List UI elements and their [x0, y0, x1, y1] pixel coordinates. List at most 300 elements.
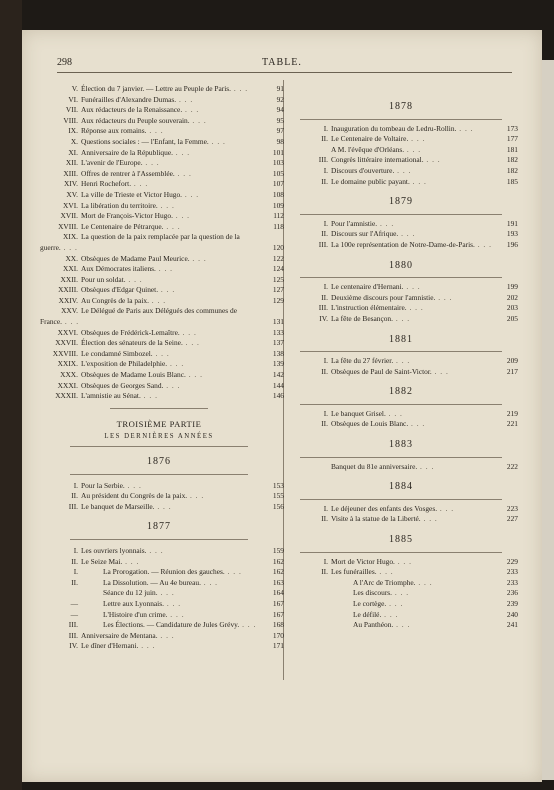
year-section-1880 — [290, 259, 518, 325]
leader-dots: . . . — [435, 292, 453, 302]
entry-title: Le domaine public payant. — [331, 176, 410, 186]
entry-numeral: I. — [323, 408, 328, 418]
toc-entry[interactable] — [290, 165, 518, 177]
year-heading: 1877 — [147, 521, 171, 533]
leader-dots: . . . — [182, 189, 200, 199]
toc-entry[interactable] — [40, 200, 284, 212]
entry-page: 142 — [272, 370, 284, 380]
entry-page: 92 — [276, 94, 284, 104]
toc-entry[interactable] — [40, 84, 284, 95]
leader-dots: . . . — [154, 501, 172, 511]
entry-numeral: XXIX. — [57, 359, 78, 369]
year-heading: 1882 — [389, 386, 413, 398]
year-section-1879 — [290, 196, 518, 250]
toc-entry[interactable] — [40, 136, 284, 148]
entry-numeral: VII. — [65, 105, 78, 115]
toc-entry[interactable] — [40, 253, 284, 265]
leader-dots: . . . — [174, 168, 192, 178]
leader-dots: . . . — [125, 274, 143, 284]
entry-title: A M. l'évêque d'Orléans. — [331, 144, 405, 154]
toc-entry[interactable] — [290, 419, 518, 430]
toc-entry[interactable] — [40, 359, 284, 370]
entry-numeral: III. — [68, 620, 78, 630]
entry-numeral: II. — [71, 491, 78, 501]
entry-title: Funérailles d'Alexandre Dumas. — [81, 94, 177, 104]
toc-entry[interactable] — [290, 134, 518, 145]
toc-list-continued — [40, 84, 284, 402]
toc-entry[interactable] — [40, 232, 284, 253]
entry-numeral: XVII. — [60, 211, 78, 221]
entry-page: 133 — [272, 327, 284, 337]
leader-dots: . . . — [142, 158, 160, 168]
entry-title: Lettre aux Lyonnais. — [103, 598, 164, 608]
entry-numeral: — — [70, 609, 78, 619]
entry-page: 221 — [506, 419, 518, 429]
entry-page: 181 — [506, 144, 518, 154]
toc-entry[interactable] — [290, 461, 518, 473]
leader-dots: . . . — [403, 282, 421, 292]
year-rule — [300, 404, 502, 405]
entry-page: 173 — [506, 123, 518, 133]
entry-page: 101 — [272, 147, 284, 157]
entry-numeral: I. — [73, 567, 78, 577]
leader-dots: . . . — [60, 242, 78, 252]
toc-entry[interactable] — [40, 306, 284, 327]
entry-numeral: II. — [321, 567, 328, 577]
part-title: TROISIÈME PARTIE — [116, 418, 202, 429]
entry-page: 139 — [272, 359, 284, 369]
entry-page: 196 — [506, 239, 518, 249]
entry-title: Les ouvriers lyonnais. — [81, 545, 147, 555]
toc-entry[interactable] — [40, 274, 284, 286]
leader-dots: . . . — [474, 239, 492, 249]
entry-numeral: XIII. — [63, 168, 78, 178]
entry-page: 108 — [272, 189, 284, 199]
toc-entry[interactable] — [40, 147, 284, 159]
toc-entry[interactable] — [40, 295, 284, 307]
toc-entry[interactable] — [40, 588, 284, 599]
entry-title: L'exposition de Philadelphie. — [81, 359, 168, 369]
year-heading: 1884 — [389, 481, 413, 493]
year-section-1884 — [290, 481, 518, 525]
toc-entry[interactable] — [290, 303, 518, 314]
entry-page: 205 — [506, 313, 518, 323]
toc-entry[interactable] — [40, 556, 284, 568]
leader-dots: . . . — [393, 356, 411, 366]
entry-page: 144 — [272, 380, 284, 390]
leader-dots: . . . — [376, 567, 394, 577]
toc-entry[interactable] — [40, 168, 284, 180]
toc-entry[interactable] — [290, 229, 518, 240]
year-section-1877 — [40, 521, 284, 652]
leader-dots: . . . — [167, 359, 185, 369]
entry-page: 182 — [506, 165, 518, 175]
leader-dots: . . . — [138, 641, 156, 651]
toc-entry[interactable] — [290, 356, 518, 367]
entry-page: 122 — [272, 253, 284, 263]
toc-entry[interactable] — [40, 545, 284, 557]
toc-entry[interactable] — [40, 338, 284, 349]
entry-page: 97 — [276, 126, 284, 136]
toc-entry[interactable] — [290, 599, 518, 610]
entry-title: La question de la paix remplacée par la question de la guerre. — [40, 232, 240, 252]
year-rule — [300, 499, 502, 500]
toc-entry[interactable] — [40, 491, 284, 502]
entry-title: La Prorogation. — Réunion des gauches. — [103, 567, 225, 577]
toc-entry[interactable] — [290, 503, 518, 515]
entry-title: La ville de Trieste et Victor Hugo. — [81, 189, 183, 199]
entry-page: 137 — [272, 338, 284, 348]
entry-page: 202 — [506, 292, 518, 302]
leader-dots: . . . — [406, 303, 424, 313]
entry-page: 107 — [272, 179, 284, 189]
year-rule — [300, 119, 502, 120]
entry-page: 167 — [272, 598, 284, 608]
entry-numeral: XVI. — [63, 200, 78, 210]
entry-title: Obsèques de Madame Paul Meurice. — [81, 253, 190, 263]
entry-page: 162 — [272, 556, 284, 566]
toc-entry[interactable] — [40, 598, 284, 610]
entry-numeral: I. — [323, 282, 328, 292]
entry-numeral: V. — [71, 84, 78, 93]
entry-page: 105 — [272, 168, 284, 178]
entry-page: 185 — [506, 176, 518, 186]
entry-title: Le Centenaire de Pétrarque. — [81, 221, 164, 231]
entry-title: Discours d'ouverture. — [331, 165, 395, 175]
entry-numeral: XXXI. — [57, 380, 78, 390]
entry-title: La fête de Besançon. — [331, 313, 393, 323]
toc-entry[interactable] — [40, 327, 284, 339]
year-rule — [70, 474, 248, 475]
entry-title: Le dîner d'Hernani. — [81, 641, 139, 651]
entry-title: Anniversaire de la République. — [81, 147, 173, 157]
toc-entry[interactable] — [290, 609, 518, 621]
leader-dots: . . . — [187, 491, 205, 501]
year-rule — [300, 277, 502, 278]
leader-dots: . . . — [224, 567, 242, 577]
entry-numeral: XXXII. — [55, 391, 78, 401]
entry-title: Le Centenaire de Voltaire. — [331, 134, 409, 144]
leader-dots: . . . — [408, 419, 426, 429]
leader-dots: . . . — [423, 155, 441, 165]
entry-numeral: XV. — [66, 189, 78, 199]
entry-numeral: IV. — [319, 313, 328, 323]
toc-entry[interactable] — [290, 176, 518, 188]
entry-title: Discours sur l'Afrique. — [331, 229, 399, 239]
entry-page: 182 — [506, 155, 518, 165]
entry-numeral: XXVI. — [57, 327, 78, 337]
toc-entry[interactable] — [40, 380, 284, 392]
toc-entry[interactable] — [290, 620, 518, 631]
toc-entry[interactable] — [40, 264, 284, 275]
leader-dots: . . . — [185, 370, 203, 380]
book-spine — [0, 0, 22, 790]
entry-title: La Dissolution. — Au 4e bureau. — [103, 577, 201, 587]
toc-entry[interactable] — [290, 567, 518, 578]
year-heading: 1878 — [389, 101, 413, 112]
toc-entry[interactable] — [40, 370, 284, 381]
leader-dots: . . . — [176, 94, 194, 104]
entry-numeral: II. — [71, 556, 78, 566]
entry-numeral: I. — [323, 556, 328, 566]
year-heading: 1885 — [389, 534, 413, 546]
year-rule — [300, 552, 502, 553]
toc-entry[interactable] — [290, 282, 518, 293]
entry-page: 98 — [276, 136, 284, 146]
toc-entry[interactable] — [40, 105, 284, 116]
entry-page: 155 — [272, 491, 284, 501]
toc-entry[interactable] — [40, 94, 284, 106]
entry-title: Questions sociales : — l'Enfant, la Femme. — [81, 136, 209, 146]
entry-title: Le déjeuner des enfants des Vosges. — [331, 503, 438, 513]
entry-title: Élection du 7 janvier. — Lettre au Peuple de Paris. — [81, 84, 232, 93]
toc-entry[interactable] — [40, 158, 284, 169]
entry-title: Le cortège. — [353, 599, 387, 608]
entry-title: L'Histoire d'un crime. — [103, 609, 168, 619]
leader-dots: . . . — [200, 577, 219, 587]
toc-entry[interactable] — [40, 577, 284, 589]
entry-numeral: XXVII. — [55, 338, 78, 348]
leader-dots: . . . — [392, 588, 410, 598]
entry-title: Obsèques d'Edgar Quinet. — [81, 285, 159, 295]
leader-dots: . . . — [163, 380, 181, 390]
entry-numeral: I. — [73, 545, 78, 555]
toc-entry[interactable] — [290, 588, 518, 599]
leader-dots: . . . — [182, 105, 200, 115]
leader-dots: . . . — [393, 620, 411, 630]
part-subtitle: LES DERNIÈRES ANNÉES — [104, 433, 214, 441]
entry-page: 223 — [506, 503, 518, 513]
leader-dots: . . . — [208, 136, 226, 146]
entry-title: Congrès littéraire international. — [331, 155, 424, 165]
year-heading: 1876 — [147, 456, 171, 467]
entry-numeral: XXX. — [60, 370, 78, 380]
leader-dots: . . . — [131, 179, 149, 189]
leader-dots: . . . — [61, 317, 80, 327]
year-section-1881 — [290, 333, 518, 378]
entry-page: 170 — [272, 630, 284, 640]
leader-dots: . . . — [409, 176, 427, 186]
entry-page: 193 — [506, 229, 518, 239]
entry-numeral: XXV. — [61, 306, 78, 316]
entry-page: 203 — [506, 303, 518, 313]
entry-page: 94 — [276, 105, 284, 115]
entry-page: 199 — [506, 282, 518, 292]
toc-entry[interactable] — [40, 189, 284, 201]
entry-page: 167 — [272, 609, 284, 619]
toc-entry[interactable] — [40, 348, 284, 360]
page-title: TABLE. — [262, 57, 302, 68]
entry-page: 227 — [506, 514, 518, 524]
entry-page: 168 — [272, 620, 284, 630]
entry-title: Banquet du 81e anniversaire. — [331, 461, 418, 471]
leader-dots: . . . — [408, 134, 426, 144]
leader-dots: . . . — [155, 264, 174, 274]
entry-title: Le centenaire d'Hernani. — [331, 282, 404, 292]
toc-entry[interactable] — [290, 408, 518, 420]
entry-numeral: III. — [318, 155, 328, 165]
entry-title: L'amnistie au Sénat. — [81, 391, 141, 401]
leader-dots: . . . — [381, 609, 399, 619]
year-section-1883 — [290, 439, 518, 472]
entry-page: 209 — [506, 356, 518, 366]
entry-page: 95 — [276, 115, 284, 125]
toc-entry[interactable] — [290, 514, 518, 525]
entry-page: 217 — [506, 366, 518, 376]
entry-numeral: XVIII. — [58, 221, 78, 231]
leader-dots: . . . — [172, 211, 191, 221]
toc-entry[interactable] — [40, 115, 284, 127]
year-rule — [70, 446, 248, 447]
entry-page: 120 — [272, 242, 284, 252]
entry-title: Obsèques de Frédérick-Lemaître. — [81, 327, 180, 337]
year-heading: 1881 — [389, 333, 413, 345]
entry-numeral: XXIII. — [58, 285, 78, 295]
entry-page: 124 — [272, 264, 284, 274]
toc-entry[interactable] — [40, 211, 284, 222]
toc-entry[interactable] — [290, 366, 518, 378]
entry-numeral: VI. — [68, 94, 78, 104]
leader-dots: . . . — [163, 598, 182, 608]
entry-numeral: XX. — [65, 253, 78, 263]
leader-dots: . . . — [377, 218, 395, 228]
entry-title: Les Élections. — Candidature de Jules Grévy. — [103, 620, 240, 630]
entry-numeral: I. — [323, 123, 328, 133]
leader-dots: . . . — [146, 126, 164, 136]
leader-dots: . . . — [398, 229, 416, 239]
leader-dots: . . . — [394, 556, 412, 566]
entry-title: L'avenir de l'Europe. — [81, 158, 143, 168]
leader-dots: . . . — [415, 577, 433, 587]
toc-entry[interactable] — [40, 641, 284, 652]
leader-dots: . . . — [189, 253, 207, 263]
year-section-1885 — [290, 534, 518, 631]
entry-page: 112 — [273, 211, 284, 221]
toc-entry[interactable] — [40, 285, 284, 296]
entry-page: 146 — [272, 391, 284, 401]
year-rule — [300, 351, 502, 352]
entry-page: 233 — [506, 577, 518, 587]
entry-page: 229 — [506, 556, 518, 566]
entry-title: Au Congrès de la paix. — [81, 295, 149, 305]
entry-title: A l'Arc de Triomphe. — [353, 577, 416, 587]
toc-entry[interactable] — [40, 391, 284, 402]
toc-entry[interactable] — [290, 313, 518, 325]
toc-entry[interactable] — [40, 501, 284, 513]
leader-dots: . . . — [124, 480, 142, 490]
year-heading: 1880 — [389, 259, 413, 271]
section-rule — [110, 408, 208, 409]
page-header — [0, 57, 554, 71]
entry-numeral: II. — [71, 577, 78, 587]
entry-title: Élection des sénateurs de la Seine. — [81, 338, 183, 348]
entry-title: Les funérailles. — [331, 567, 377, 577]
entry-title: Le défilé. — [353, 609, 382, 619]
entry-title: L'instruction élémentaire. — [331, 303, 407, 313]
year-heading: 1883 — [389, 439, 413, 451]
leader-dots: . . . — [146, 545, 164, 555]
entry-title: Anniversaire de Mentana. — [81, 630, 158, 640]
entry-numeral: — — [70, 598, 78, 608]
entry-page: 129 — [272, 295, 284, 305]
toc-entry[interactable] — [290, 577, 518, 589]
entry-numeral: III. — [68, 630, 78, 640]
toc-entry[interactable] — [290, 239, 518, 251]
entry-numeral: I. — [323, 356, 328, 366]
entry-numeral: III. — [318, 239, 328, 249]
entry-title: Visite à la statue de la Liberté. — [331, 514, 421, 524]
entry-page: 241 — [506, 620, 518, 630]
entry-page: 177 — [506, 134, 518, 144]
leader-dots: . . . — [431, 366, 449, 376]
entry-numeral: IX. — [68, 126, 78, 136]
entry-title: Au Panthéon. — [353, 620, 394, 630]
leader-dots: . . . — [189, 115, 207, 125]
toc-entry[interactable] — [290, 218, 518, 230]
leader-dots: . . . — [417, 461, 435, 471]
entry-title: Le Délégué de Paris aux Délégués des communes de France. — [40, 306, 237, 327]
toc-entry[interactable] — [40, 126, 284, 137]
toc-entry[interactable] — [40, 620, 284, 631]
entry-numeral: XIV. — [63, 179, 78, 189]
toc-entry[interactable] — [40, 221, 284, 233]
leader-dots: . . . — [122, 556, 140, 566]
toc-entry[interactable] — [290, 556, 518, 568]
entry-numeral: III. — [68, 501, 78, 511]
entry-numeral: II. — [321, 292, 328, 302]
year-rule — [300, 457, 502, 458]
left-column — [40, 84, 284, 652]
entry-page: 118 — [273, 221, 284, 231]
entry-title: Mort de Victor Hugo. — [331, 556, 395, 566]
entry-numeral: I. — [73, 480, 78, 490]
leader-dots: . . . — [148, 295, 167, 305]
toc-entry[interactable] — [40, 480, 284, 492]
leader-dots: . . . — [167, 609, 185, 619]
toc-entry[interactable] — [290, 155, 518, 166]
leader-dots: . . . — [392, 313, 411, 323]
entry-numeral: XXI. — [63, 264, 78, 274]
leader-dots: . . . — [140, 391, 158, 401]
entry-page: 153 — [272, 480, 284, 490]
toc-entry[interactable] — [290, 123, 518, 135]
toc-entry[interactable] — [40, 609, 284, 621]
toc-entry[interactable] — [290, 144, 518, 156]
toc-entry[interactable] — [40, 179, 284, 190]
entry-numeral: II. — [321, 514, 328, 524]
entry-title: Aux rédacteurs du Peuple souverain. — [81, 115, 190, 125]
leader-dots: . . . — [179, 327, 197, 337]
entry-page: 164 — [272, 588, 284, 598]
entry-title: Le banquet de Marseille. — [81, 501, 155, 511]
entry-numeral: IV. — [69, 641, 78, 651]
entry-numeral: XII. — [65, 158, 78, 168]
toc-entry[interactable] — [40, 630, 284, 642]
year-rule — [300, 214, 502, 215]
leader-dots: . . . — [404, 144, 422, 154]
toc-entry[interactable] — [290, 292, 518, 304]
entry-title: Aux rédacteurs de la Renaissance. — [81, 105, 183, 115]
entry-page: 109 — [272, 200, 284, 210]
entry-page: 171 — [272, 641, 284, 651]
leader-dots: . . . — [420, 514, 438, 524]
entry-numeral: I. — [323, 218, 328, 228]
toc-entry[interactable] — [40, 567, 284, 578]
entry-title: La fête du 27 février. — [331, 356, 394, 366]
entry-title: Obsèques de Louis Blanc. — [331, 419, 409, 429]
entry-numeral: III. — [318, 303, 328, 313]
entry-title: Obsèques de Madame Louis Blanc. — [81, 370, 186, 380]
